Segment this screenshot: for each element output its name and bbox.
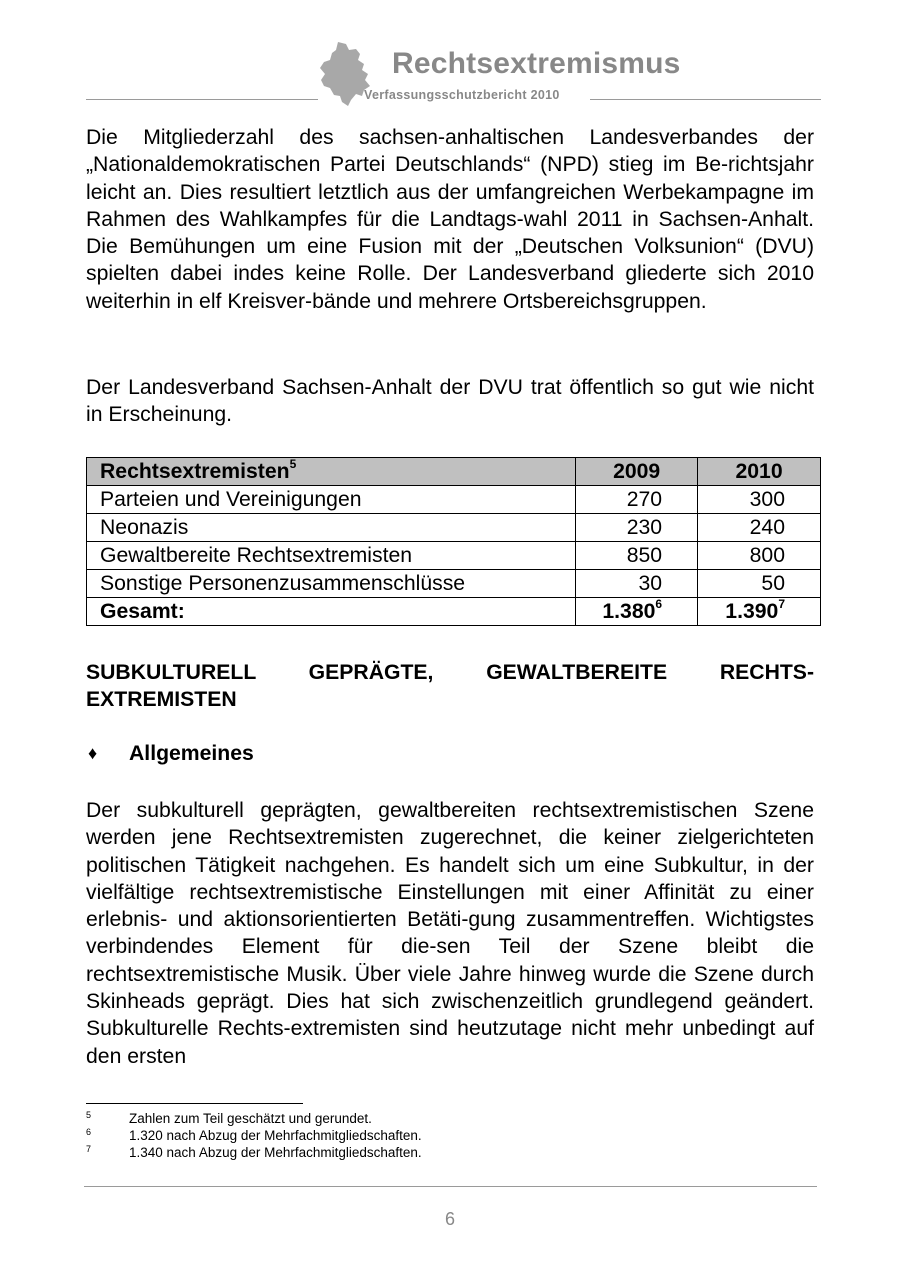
table-header-label: Rechtsextremisten$^5$ — [87, 458, 576, 486]
table-header-row — [87, 458, 821, 486]
row-value-2010: 300 — [698, 486, 821, 514]
row-value-2009: 850 — [576, 542, 698, 570]
total-value-2009: 1.380$^6$ — [576, 598, 698, 626]
header-title: Rechtsextremismus — [392, 47, 681, 80]
row-value-2010: 50 — [698, 570, 821, 598]
header-rule-right — [590, 99, 821, 100]
footnote-text: 1.340 nach Abzug der Mehrfachmitgliedschaften. — [129, 1145, 422, 1160]
row-value-2009: 30 — [576, 570, 698, 598]
footnote-text: Zahlen zum Teil geschätzt und gerundet. — [129, 1111, 372, 1126]
paragraph-dvu: Der Landesverband Sachsen-Anhalt der DVU trat öffentlich so gut wie nicht in Erscheinung. — [86, 376, 814, 427]
total-value-2010: 1.390$^7$ — [698, 598, 821, 626]
footnote-ref: 5 — [289, 456, 297, 471]
footnote-ref: 7 — [778, 596, 785, 611]
footnote-number: 7 — [86, 1144, 92, 1154]
header-subtitle: Verfassungsschutzbericht 2010 — [364, 88, 560, 102]
footnote-rule — [86, 1103, 303, 1104]
table-row — [87, 514, 821, 542]
table-header-2009: 2009 — [576, 458, 698, 486]
diamond-bullet-icon: ♦ — [88, 743, 98, 763]
table-row — [87, 542, 821, 570]
footnote-number: 6 — [86, 1127, 92, 1137]
header-rule-left — [86, 99, 318, 100]
row-value-2010: 240 — [698, 514, 821, 542]
row-label: Sonstige Personenzusammenschlüsse — [87, 570, 576, 598]
subheading: Allgemeines — [129, 742, 254, 765]
paragraph-subculture: Der subkulturell geprägten, gewaltbereiten rechtsextremistischen Szene werden jene Rechtsextremisten zugerechnet, die keiner zielgerichteten politischen Tätigkeit nachgehen. Es handelt sich um eine Subkultur, in der vielfältige rechtsextremistische Einstellungen mit einer Affinität zu einer erlebnis- und aktionsorientierten Betäti-gung zusammentreffen. Wichtigstes verbindendes Element für die-sen Teil der Szene bleibt die rechtsextremistische Musik. Über viele Jahre hinweg wurde die Szene durch Skinheads geprägt. Dies hat sich zwischenzeitlich grundlegend geändert. Subkulturelle Rechts-extremisten sind heutzutage nicht mehr unbedingt auf den ersten — [86, 799, 814, 1068]
row-label: Neonazis — [87, 514, 576, 542]
paragraph-npd: Die Mitgliederzahl des sachsen-anhaltischen Landesverbandes der „Nationaldemokratischen Partei Deutschlands“ (NPD) stieg im Be-richtsjahr leicht an. Dies resultiert letztlich aus der umfangreichen Werbekampagne im Rahmen des Wahlkampfes für die Landtags-wahl 2011 in Sachsen-Anhalt. Die Bemühungen um eine Fusion mit der „Deutschen Volksunion“ (DVU) spielten dabei indes keine Rolle. Der Landesverband gliederte sich 2010 weiterhin in elf Kreisver-bände und mehrere Ortsbereichsgruppen. — [86, 126, 814, 313]
table-total-row — [87, 598, 821, 626]
row-label: Gewaltbereite Rechtsextremisten — [87, 542, 576, 570]
row-value-2009: 270 — [576, 486, 698, 514]
footnote-ref: 6 — [655, 596, 663, 611]
table-row — [87, 486, 821, 514]
row-label: Parteien und Vereinigungen — [87, 486, 576, 514]
page-number: 6 — [444, 1209, 455, 1229]
row-value-2009: 230 — [576, 514, 698, 542]
row-value-2010: 800 — [698, 542, 821, 570]
footnote-number: 5 — [86, 1110, 92, 1120]
footnote-text: 1.320 nach Abzug der Mehrfachmitgliedschaften. — [129, 1128, 422, 1143]
total-label: Gesamt: — [87, 598, 576, 626]
membership-table — [86, 457, 821, 626]
table-header-2010: 2010 — [698, 458, 821, 486]
table-row — [87, 570, 821, 598]
footer-rule — [84, 1186, 817, 1187]
section-heading: SUBKULTURELL GEPRÄGTE, GEWALTBEREITE RECHTS-EXTREMISTEN — [86, 661, 814, 712]
